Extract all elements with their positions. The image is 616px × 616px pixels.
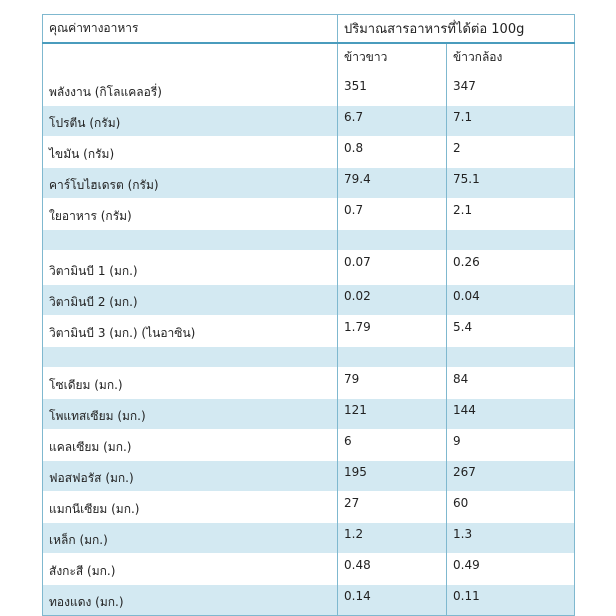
white-rice-value: 1.79 xyxy=(338,316,447,347)
nutrient-name: เหล็ก (มก.) xyxy=(43,523,338,554)
brown-rice-value: 0.49 xyxy=(447,554,575,585)
white-rice-value: 79 xyxy=(338,368,447,399)
white-rice-value: 0.02 xyxy=(338,285,447,316)
spacer-cell xyxy=(338,347,447,368)
table-row-spacer xyxy=(43,347,575,368)
brown-rice-value: 2.1 xyxy=(447,199,575,230)
brown-rice-value: 60 xyxy=(447,492,575,523)
spacer-cell xyxy=(447,230,575,251)
nutrient-name: แมกนีเซียม (มก.) xyxy=(43,492,338,523)
white-rice-value: 6.7 xyxy=(338,106,447,137)
brown-rice-value: 2 xyxy=(447,137,575,168)
table-row xyxy=(43,554,575,585)
white-rice-value: 79.4 xyxy=(338,168,447,199)
white-rice-value: 0.07 xyxy=(338,251,447,285)
spacer-cell xyxy=(43,230,338,251)
subheader-empty xyxy=(43,43,338,75)
white-rice-value: 195 xyxy=(338,461,447,492)
nutrient-name: วิตามินบี 1 (มก.) xyxy=(43,251,338,285)
header-amount: ปริมาณสารอาหารที่ได้ต่อ 100g xyxy=(338,15,575,44)
table-row xyxy=(43,251,575,285)
white-rice-value: 27 xyxy=(338,492,447,523)
brown-rice-value: 347 xyxy=(447,75,575,106)
nutrient-name: แคลเซียม (มก.) xyxy=(43,430,338,461)
brown-rice-value: 0.04 xyxy=(447,285,575,316)
table-header-row xyxy=(43,15,575,44)
subheader-brown-rice: ข้าวกล้อง xyxy=(447,43,575,75)
nutrient-name: พลังงาน (กิโลแคลอรี่) xyxy=(43,75,338,106)
subheader-white-rice: ข้าวขาว xyxy=(338,43,447,75)
table-row xyxy=(43,368,575,399)
brown-rice-value: 7.1 xyxy=(447,106,575,137)
table-row xyxy=(43,461,575,492)
table-subheader-row xyxy=(43,43,575,75)
nutrient-name: คาร์โบไฮเดรต (กรัม) xyxy=(43,168,338,199)
brown-rice-value: 75.1 xyxy=(447,168,575,199)
white-rice-value: 0.48 xyxy=(338,554,447,585)
table-row xyxy=(43,430,575,461)
nutrient-name: โปรตีน (กรัม) xyxy=(43,106,338,137)
table-row xyxy=(43,137,575,168)
brown-rice-value: 0.26 xyxy=(447,251,575,285)
nutrient-name: โซเดียม (มก.) xyxy=(43,368,338,399)
brown-rice-value: 144 xyxy=(447,399,575,430)
nutrient-name: ฟอสฟอรัส (มก.) xyxy=(43,461,338,492)
brown-rice-value: 84 xyxy=(447,368,575,399)
table-row xyxy=(43,492,575,523)
table-row xyxy=(43,168,575,199)
white-rice-value: 0.14 xyxy=(338,585,447,616)
brown-rice-value: 5.4 xyxy=(447,316,575,347)
nutrient-name: สังกะสี (มก.) xyxy=(43,554,338,585)
brown-rice-value: 9 xyxy=(447,430,575,461)
brown-rice-value: 0.11 xyxy=(447,585,575,616)
brown-rice-value: 267 xyxy=(447,461,575,492)
header-nutrient: คุณค่าทางอาหาร xyxy=(43,15,338,44)
table-row xyxy=(43,399,575,430)
table-row xyxy=(43,316,575,347)
table-row-spacer xyxy=(43,230,575,251)
table-row xyxy=(43,75,575,106)
nutrient-name: วิตามินบี 3 (มก.) (ไนอาซิน) xyxy=(43,316,338,347)
table-row xyxy=(43,106,575,137)
spacer-cell xyxy=(447,347,575,368)
table-row xyxy=(43,523,575,554)
nutrition-table xyxy=(42,14,575,616)
white-rice-value: 0.7 xyxy=(338,199,447,230)
table-row xyxy=(43,199,575,230)
white-rice-value: 6 xyxy=(338,430,447,461)
table-row xyxy=(43,585,575,616)
nutrient-name: วิตามินบี 2 (มก.) xyxy=(43,285,338,316)
white-rice-value: 121 xyxy=(338,399,447,430)
nutrient-name: ทองแดง (มก.) xyxy=(43,585,338,616)
nutrient-name: โพแทสเซียม (มก.) xyxy=(43,399,338,430)
nutrient-name: ไขมัน (กรัม) xyxy=(43,137,338,168)
spacer-cell xyxy=(338,230,447,251)
nutrient-name: ใยอาหาร (กรัม) xyxy=(43,199,338,230)
table-row xyxy=(43,285,575,316)
brown-rice-value: 1.3 xyxy=(447,523,575,554)
spacer-cell xyxy=(43,347,338,368)
white-rice-value: 1.2 xyxy=(338,523,447,554)
white-rice-value: 0.8 xyxy=(338,137,447,168)
white-rice-value: 351 xyxy=(338,75,447,106)
